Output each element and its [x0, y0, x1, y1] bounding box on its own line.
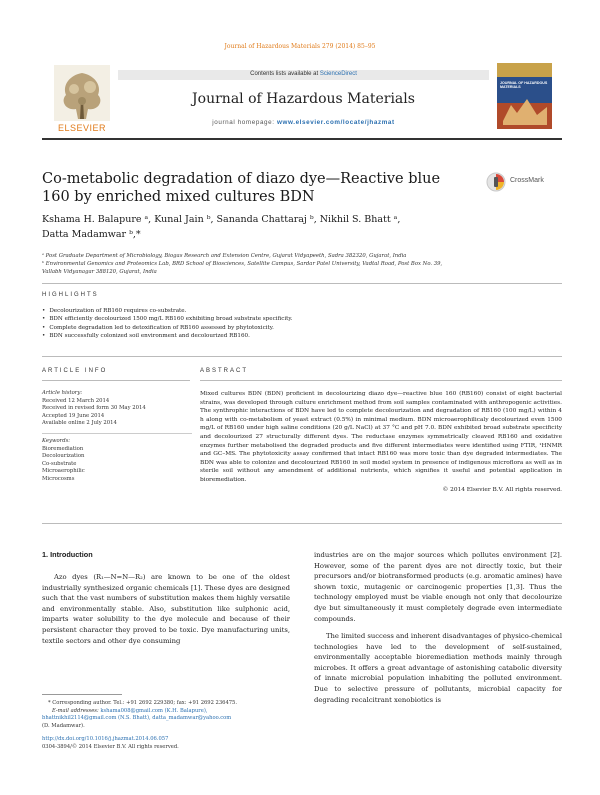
affiliation: ᵇ Environmental Genomics and Proteomics Lab, BRD School of Biosciences, Satellite Campus, Sardar Patel University, Vadtal Road, Post Box No. 39, — [42, 261, 443, 267]
keyword: Microcosms — [42, 475, 75, 482]
keywords-label: Keywords: — [42, 437, 71, 444]
crossmark-badge[interactable] — [486, 172, 558, 192]
journal-reference[interactable]: Journal of Hazardous Materials 279 (2014) 85–95 — [224, 43, 376, 50]
header-divider — [42, 138, 562, 140]
authors-line: Datta Madamwar ᵇ,* — [42, 229, 141, 240]
divider — [42, 523, 562, 524]
highlights-list — [42, 307, 562, 341]
highlight-item: • Decolourization of RB160 requires co-substrate. — [42, 307, 562, 315]
footnote-divider — [42, 694, 122, 695]
highlight-item: • BDN efficiently decolourized 1500 mg/L RB160 exhibiting broad substrate specificity. — [42, 315, 562, 323]
history-entry: Received in revised form 30 May 2014 — [42, 405, 146, 412]
history-entry: Accepted 19 June 2014 — [42, 412, 105, 419]
keyword: Decolourization — [42, 453, 85, 460]
highlights-label: HIGHLIGHTS — [42, 292, 99, 298]
email-label: E-mail addresses: — [52, 707, 101, 714]
history-entry: Available online 2 July 2014 — [42, 420, 117, 427]
email-link[interactable]: bhattnikhil2114@gmail.com (N.S. Bhatt), datta_madamwar@yahoo.com — [42, 715, 232, 722]
journal-header — [42, 55, 562, 135]
contents-line: Contents lists available at ScienceDirect — [250, 71, 357, 77]
email-link[interactable]: kshama008@gmail.com (K.H. Balapure), — [100, 707, 208, 714]
corresponding-author-note: * Corresponding author. Tel.: +91 2692 229380; fax: +91 2692 236475. — [48, 700, 238, 706]
affiliation: Vallabh Vidyanagar 388120, Gujarat, India — [42, 269, 157, 275]
crossmark-label: CrossMark — [510, 177, 544, 184]
divider — [42, 356, 562, 357]
divider — [200, 380, 562, 381]
history-label: Article history: — [42, 390, 83, 396]
affiliation: ᵃ Post Graduate Department of Microbiology, Biogas Research and Extension Centre, Gujarat Vidyapeeth, Sadra 382320, Gujarat, India — [42, 253, 407, 259]
intro-paragraph: The limited success and inherent disadvantages of physico-chemical technologies have led to the development of self-sustained, environmentally acceptable bioremediation methods mainly through microbes. It offers a great advantage of astonishing catabolic diversity of innate microbial population inhabiting the polluted environment. Due to selective pressure of pollutants, microbial capacity for degrading recalcitrant xenobiotics is — [314, 632, 562, 704]
sciencedirect-link[interactable]: ScienceDirect — [319, 71, 357, 77]
abstract — [200, 390, 562, 494]
highlight-item: • Complete degradation led to detoxification of RB160 assessed by phytotoxicity. — [42, 324, 562, 332]
article-title: Co-metabolic degradation of diazo dye—Reactive blue 160 by enriched mixed cultures BDN — [42, 171, 441, 205]
authors-line: Kshama H. Balapure ᵃ, Kunal Jain ᵇ, Sananda Chattaraj ᵇ, Nikhil S. Bhatt ᵃ, — [42, 214, 401, 225]
article-info-label: ARTICLE INFO — [42, 368, 108, 374]
intro-paragraph: Azo dyes (R₁—N=N—R₂) are known to be one of the oldest industrially synthesized organic chemicals [1]. These dyes are designed such that the vast numbers of substitution makes them highly versatile and environmentally stable. Also, substitution like sulphonic acid, imparts water solubility to the dye molecule and because of their persistent character they proved to be toxic. Dye manufacturing units, textile sectors and other dye consuming — [42, 573, 290, 645]
publisher-name: ELSEVIER — [57, 123, 107, 133]
abstract-copyright: © 2014 Elsevier B.V. All rights reserved. — [442, 486, 562, 493]
divider — [42, 380, 190, 381]
crossmark-icon — [486, 172, 506, 192]
divider — [42, 433, 192, 434]
abstract-label: ABSTRACT — [200, 368, 249, 374]
journal-homepage-link[interactable]: www.elsevier.com/locate/jhazmat — [276, 119, 395, 126]
divider — [42, 283, 562, 284]
section-heading-introduction: 1. Introduction — [42, 550, 93, 559]
elsevier-logo — [52, 63, 112, 137]
doi-link[interactable]: http://dx.doi.org/10.1016/j.jhazmat.2014.06.057 — [42, 736, 169, 743]
issn-line: 0304-3894/© 2014 Elsevier B.V. All rights reserved. — [42, 743, 179, 750]
authors — [42, 212, 542, 242]
journal-title: Journal of Hazardous Materials — [192, 91, 415, 107]
history-entry: Received 12 March 2014 — [42, 397, 110, 404]
email-note: (D. Madamwar). — [42, 722, 85, 729]
abstract-text: Mixed cultures BDN (BDN) proficient in decolourizing diazo dye—reactive blue 160 (RB160) consist of eight bacterial strains, was developed through culture enrichment method from soil samples contaminated with anthropogenic activities. The synthrophic interactions of BDN have led to complete decolourization and degradation of RB160 (100 mg/L) within 4 h along with co-metabolism of yeast extract (0.5%) in minimal medium. BDN microaerophilicaly decolourized even 1500 mg/L of RB160 under high saline conditions (20 g/L NaCl) at 37 °C and pH 7.0. BDN exhibited broad substrate specificity and decolourized 27 structurally different dyes. The reductase enzymes symmetrically cleaved RB160 and oxidative enzymes further metabolised the degraded products and five different intermediates were identified using FTIR, ¹HNMR and GC–MS. The phytotoxicity assay confirmed that intact RB160 was more toxic than dye degraded intermediates. The BDN was able to colonize and decolourized RB160 in soil model system in presence of indigenous microflora as well as in sterile soil without any amendment of additional nutrients, which signifies it useful and potential application in bioremediation. — [200, 391, 562, 483]
article-info — [42, 390, 192, 484]
journal-cover-image — [497, 63, 552, 129]
intro-paragraph: industries are on the major sources which pollutes environment [2]. However, some of the parent dyes are not directly toxic, but their precursors and/or biotransformed products (e.g. aromatic amines) have shown toxic, mutagenic or carcinogenic properties [1,3]. Thus the technology employed must be viable enough not only that decolourize dye but simultaneously it must completely degrade even intermediate compounds. — [314, 551, 562, 623]
journal-cover-icon — [497, 63, 552, 129]
affiliations — [42, 252, 562, 276]
highlight-item: • BDN successfully colonized soil environment and decolourized RB160. — [42, 332, 562, 340]
keyword: Bioremediation — [42, 445, 84, 452]
keyword: Microaerophilic — [42, 468, 85, 475]
journal-homepage: journal homepage: www.elsevier.com/locate/jhazmat — [212, 119, 395, 126]
keyword: Co-substrate — [42, 460, 77, 467]
cover-title: JOURNAL OF HAZARDOUS MATERIALS — [500, 81, 548, 90]
footnotes — [42, 700, 290, 752]
